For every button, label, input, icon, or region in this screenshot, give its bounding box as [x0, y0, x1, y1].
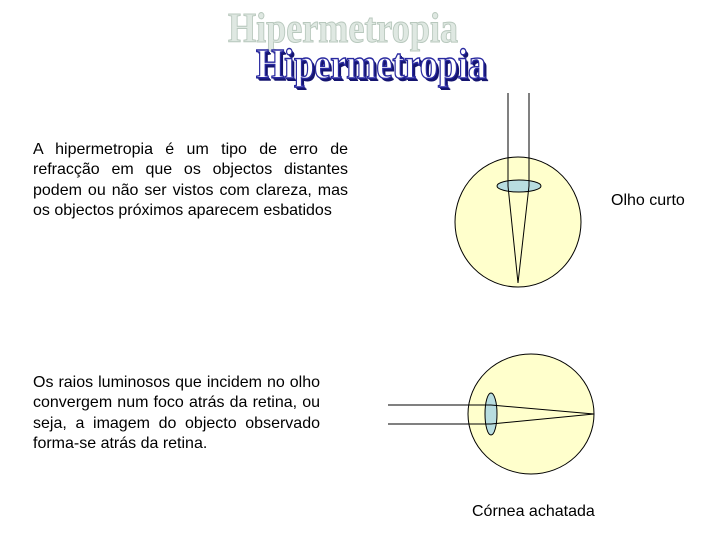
top-eyeball	[455, 157, 581, 287]
short-eye-label: Olho curto	[611, 192, 685, 209]
definition-paragraph: A hipermetropia é um tipo de erro de refracção em que os objectos distantes podem ou não ser vistos com clareza, mas os objectos próximos aparecem esbatidos	[33, 141, 348, 220]
short-eye-diagram	[455, 93, 581, 287]
top-lens	[497, 180, 541, 192]
flat-cornea-eye-diagram	[388, 354, 594, 474]
title-shadow-wordart: Hipermetropia	[228, 6, 459, 52]
page-title: Hipermetropia	[256, 42, 487, 88]
bottom-lens	[485, 393, 497, 435]
explanation-paragraph: Os raios luminosos que incidem no olho convergem num foco atrás da retina, ou seja, a imagem do objecto observado forma-se atrás da retina.	[33, 374, 320, 453]
flat-cornea-label: Córnea achatada	[472, 503, 595, 520]
